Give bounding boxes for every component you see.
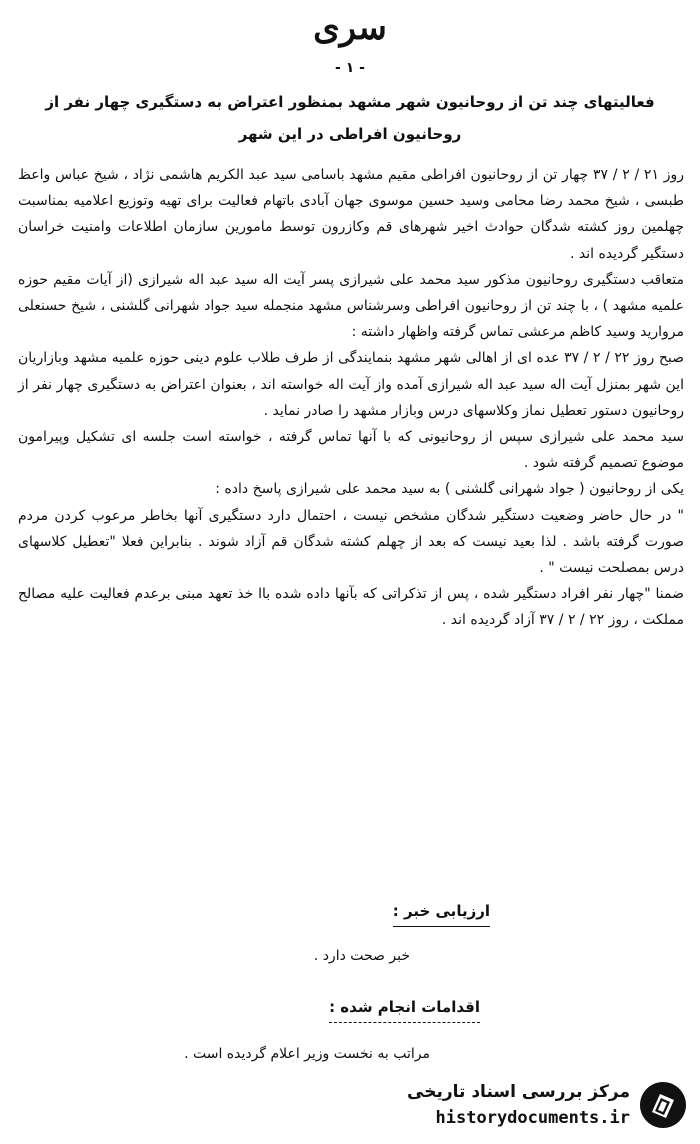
actions-text: مراتب به نخست وزیر اعلام گردیده است .	[184, 1046, 430, 1062]
archive-website: historydocuments.ir	[435, 1108, 630, 1128]
document-title	[18, 86, 682, 150]
title-line: روحانیون افراطی در این شهر	[238, 125, 462, 143]
paragraph-shirazi-contacts: متعاقب دستگیری روحانیون مذکور سید محمد علی شیرازی پسر آیت اله سید عبد اله شیرازی (از آیات مقیم حوزه علمیه مشهد ) ، با چند تن از روحانیون افراطی وسرشناس مشهد منجمله سید جواد شهرانی گلشنی ، شیخ حسنعلی مروارید وسید کاظم مرعشی تماس گرفته واظهار داشته :	[18, 271, 684, 341]
paragraph-reply-intro: یکی از روحانیون ( جواد شهرانی گلشنی ) به سید محمد علی شیرازی پاسخ داده :	[215, 481, 684, 498]
document-archive-logo-icon	[640, 1082, 686, 1128]
watermark	[388, 1080, 688, 1138]
page-number: - ۱ -	[335, 60, 365, 76]
inquiry-heading: ارزیابی خبر :	[393, 902, 490, 927]
paragraph-quoted-reply: " در حال حاضر وضعیت دستگیر شدگان مشخص نیست ، احتمال دارد دستگیری آنها بخاطر مرعوب کردن مردم صورت گرفته باشد . لذا بعید نیست که بعد از چهلم کشته شدگان قم آزاد شوند . بنابراین فعلا "تعطیل کلاسهای درس بمصلحت نیست " .	[18, 507, 684, 577]
paragraph-meeting-request: سید محمد علی شیرازی سپس از روحانیونی که با آنها تماس گرفته ، خواسته است جلسه ای تشکیل وپیرامون موضوع تصمیم گرفته شود .	[18, 429, 684, 472]
report-body	[18, 162, 684, 634]
inquiry-text: خبر صحت دارد .	[313, 948, 410, 964]
title-line: فعالیتهای چند تن از روحانیون شهر مشهد بمنظور اعتراض به دستگیری چهار نفر از	[45, 93, 655, 111]
archive-center-name: مرکز بررسی اسناد تاریخی	[407, 1082, 630, 1102]
paragraph-delegation: صبح روز ۲۲ / ۲ / ۳۷ عده ای از اهالی شهر مشهد بنمایندگی از طرف طلاب علوم دینی حوزه علمیه مشهد وبازاریان این شهر بمنزل آیت اله سید عبد اله شیرازی آمده واز آیت اله خواسته اند ، بعنوان اعتراض به دستگیری چهار نفر از روحانیون دستور تعطیل نماز وکلاسهای درس وبازار مشهد را صادر نماید .	[18, 350, 684, 419]
classification-stamp: سری	[313, 8, 387, 48]
paragraph-arrests: روز ۲۱ / ۲ / ۳۷ چهار تن از روحانیون افراطی مقیم مشهد باسامی سید عبد الکریم هاشمی نژاد ، شیخ عباس واعظ طبسی ، شیخ محمد رضا محامی وسید حسین موسوی جهان آبادی باتهام فعالیت برای تهیه وتوزیع اعلامیه بمناسبت چهلمین روز کشته شدگان حوادث اخیر شهرهای قم وکازرون توسط مامورین سازمان اطلاعات وامنیت خراسان دستگیر گردیده اند .	[18, 167, 684, 262]
actions-heading: اقدامات انجام شده :	[329, 998, 480, 1023]
paragraph-release: ضمنا "چهار نفر افراد دستگیر شده ، پس از تذکراتی که بآنها داده شده باا خذ تعهد مبنی برعدم فعالیت علیه مصالح مملکت ، روز ۲۲ / ۲ / ۳۷ آزاد گردیده اند .	[18, 586, 684, 629]
